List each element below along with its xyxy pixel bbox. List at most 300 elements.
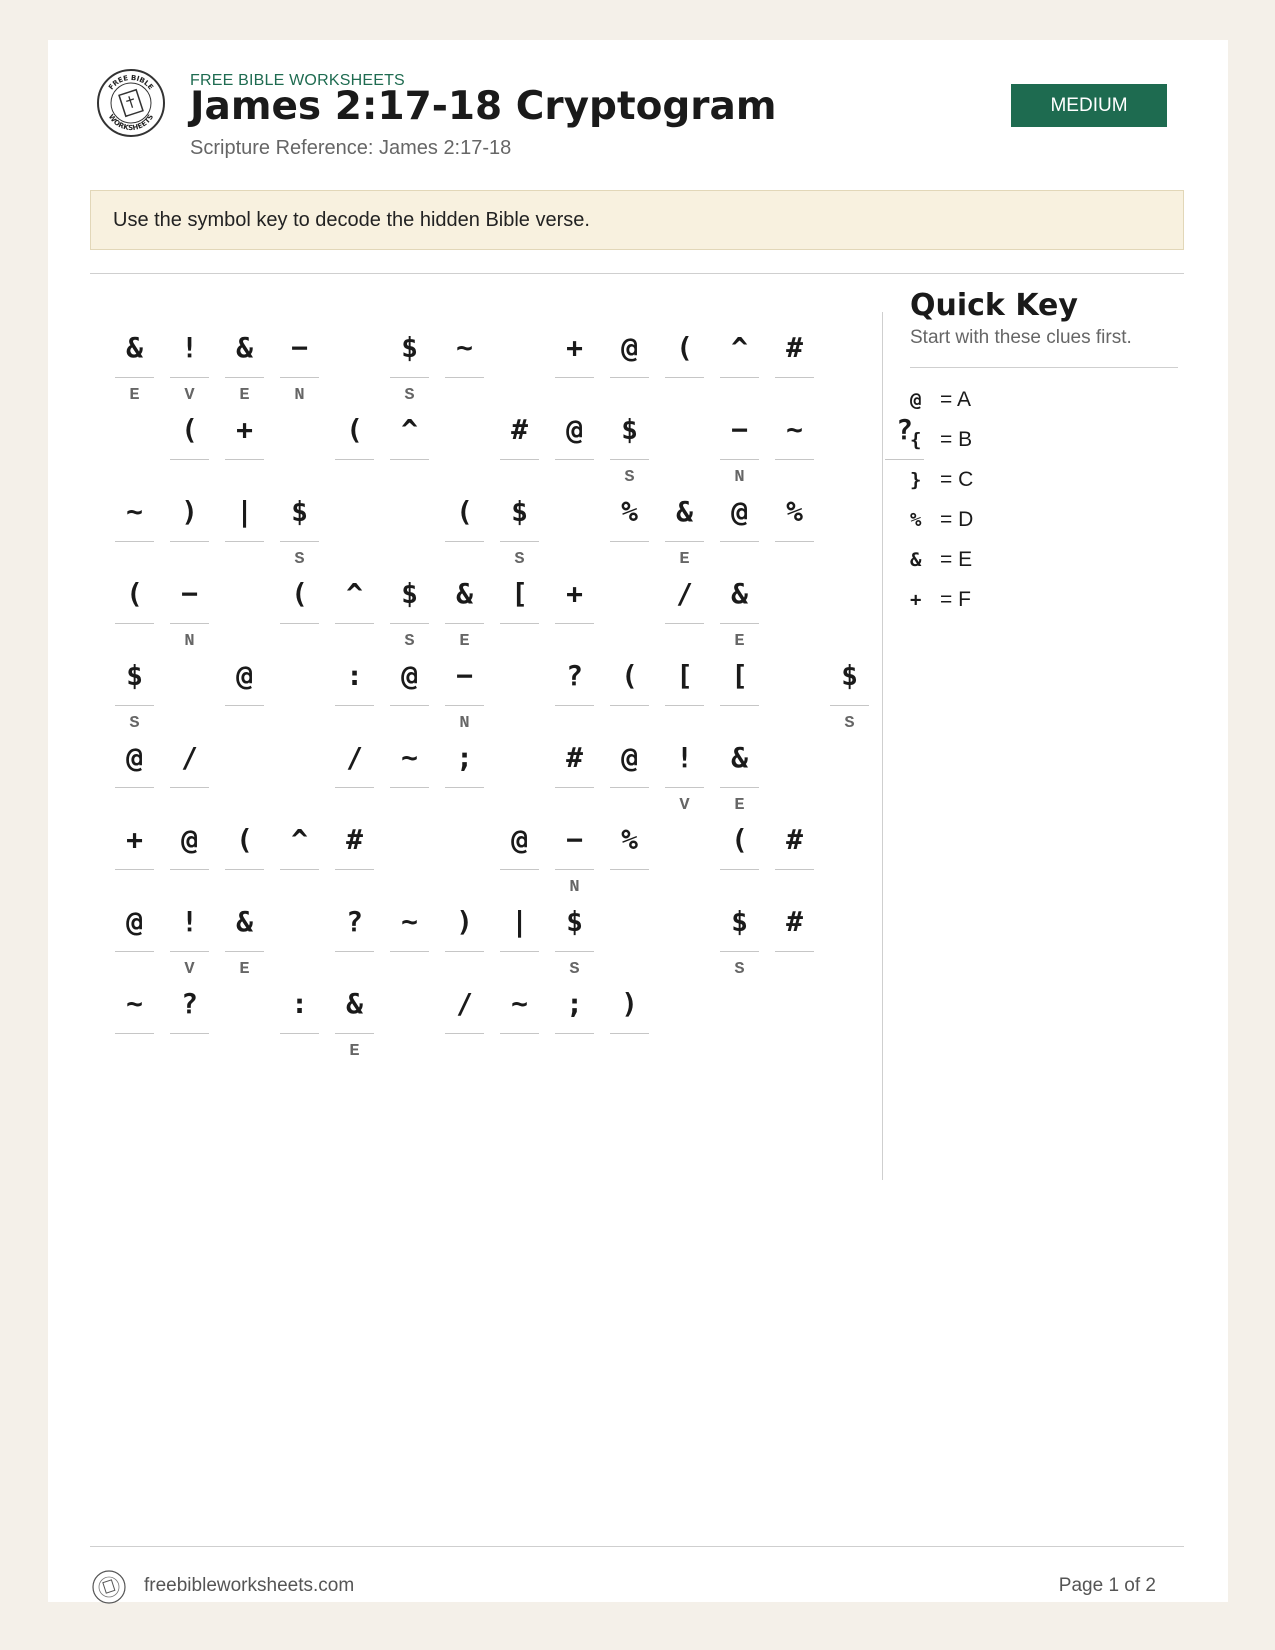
answer-line[interactable]	[610, 377, 649, 378]
answer-line[interactable]	[170, 951, 209, 952]
cipher-symbol: @	[511, 822, 528, 856]
cipher-symbol: #	[786, 330, 803, 364]
letter-hint	[555, 1042, 594, 1062]
cipher-cell	[610, 320, 649, 406]
letter-hint	[775, 550, 814, 570]
letter-hint	[280, 878, 319, 898]
cipher-symbol: ;	[456, 740, 473, 774]
answer-line[interactable]	[500, 541, 539, 542]
cipher-symbol: ;	[566, 986, 583, 1020]
cipher-cell	[665, 566, 704, 652]
answer-line[interactable]	[445, 377, 484, 378]
answer-line[interactable]	[500, 623, 539, 624]
cipher-symbol: (	[181, 412, 198, 446]
answer-line[interactable]	[830, 705, 869, 706]
cipher-cell	[445, 976, 484, 1062]
answer-line[interactable]	[170, 623, 209, 624]
answer-line[interactable]	[115, 869, 154, 870]
cipher-cell	[170, 402, 209, 488]
key-value: = B	[940, 428, 973, 451]
cipher-symbol: ~	[456, 330, 473, 364]
answer-line[interactable]	[445, 787, 484, 788]
cipher-symbol: ?	[566, 658, 583, 692]
cipher-cell	[170, 566, 209, 652]
footer-website: freebibleworksheets.com	[144, 1575, 355, 1596]
answer-line[interactable]	[500, 869, 539, 870]
answer-line[interactable]	[555, 787, 594, 788]
answer-line[interactable]	[610, 705, 649, 706]
cipher-symbol: /	[676, 576, 693, 610]
cipher-cell	[720, 484, 759, 570]
answer-line[interactable]	[775, 541, 814, 542]
quick-key-item	[910, 540, 1170, 580]
cipher-cell	[500, 566, 539, 652]
cipher-symbol: +	[566, 576, 583, 610]
letter-hint	[280, 632, 319, 652]
header-divider	[90, 273, 1184, 274]
cipher-cell	[335, 648, 374, 734]
answer-line[interactable]	[390, 377, 429, 378]
cipher-symbol: )	[621, 986, 638, 1020]
key-value: = A	[940, 388, 971, 411]
answer-line[interactable]	[170, 1033, 209, 1034]
letter-hint	[500, 632, 539, 652]
letter-hint	[610, 550, 649, 570]
cipher-cell	[445, 566, 484, 652]
cipher-symbol: (	[456, 494, 473, 528]
footer-logo-icon	[92, 1570, 126, 1604]
answer-line[interactable]	[610, 787, 649, 788]
cipher-symbol: ^	[346, 576, 363, 610]
letter-hint: N	[459, 714, 470, 733]
cipher-cell	[555, 320, 594, 406]
cipher-symbol: @	[126, 904, 143, 938]
cipher-symbol: :	[291, 986, 308, 1020]
letter-hint: V	[184, 386, 195, 405]
cipher-symbol: !	[181, 330, 198, 364]
cipher-cell	[115, 648, 154, 734]
cipher-cell	[555, 730, 594, 816]
answer-line[interactable]	[335, 869, 374, 870]
answer-line[interactable]	[390, 623, 429, 624]
letter-hint: E	[459, 632, 470, 651]
cipher-symbol: &	[731, 740, 748, 774]
key-value: = F	[940, 588, 971, 611]
answer-line[interactable]	[720, 787, 759, 788]
cipher-cell	[280, 812, 319, 898]
letter-hint: S	[404, 632, 415, 651]
key-symbol: @	[910, 389, 922, 411]
answer-line[interactable]	[610, 869, 649, 870]
cipher-symbol: )	[456, 904, 473, 938]
scripture-reference: Scripture Reference: James 2:17-18	[190, 137, 512, 159]
cipher-symbol: %	[621, 494, 638, 528]
answer-line[interactable]	[225, 951, 264, 952]
key-value: = C	[940, 468, 974, 491]
cipher-cell	[225, 320, 264, 406]
difficulty-badge: MEDIUM	[1011, 84, 1167, 127]
answer-line[interactable]	[115, 951, 154, 952]
cipher-cell	[225, 812, 264, 898]
cipher-symbol: [	[676, 658, 693, 692]
cipher-symbol: @	[731, 494, 748, 528]
answer-line[interactable]	[555, 623, 594, 624]
cipher-symbol: /	[346, 740, 363, 774]
answer-line[interactable]	[720, 869, 759, 870]
cipher-cell	[720, 320, 759, 406]
cipher-cell	[335, 730, 374, 816]
answer-line[interactable]	[500, 951, 539, 952]
letter-hint: N	[569, 878, 580, 897]
cipher-cell	[225, 648, 264, 734]
cipher-symbol: @	[236, 658, 253, 692]
cipher-symbol: +	[236, 412, 253, 446]
cipher-cell	[170, 320, 209, 406]
cipher-cell	[610, 402, 649, 488]
cipher-cell	[720, 648, 759, 734]
cipher-symbol: (	[346, 412, 363, 446]
cipher-symbol: −	[456, 658, 473, 692]
answer-line[interactable]	[665, 377, 704, 378]
cipher-cell	[500, 894, 539, 980]
cipher-symbol: %	[621, 822, 638, 856]
cipher-symbol: &	[236, 904, 253, 938]
letter-hint: E	[734, 796, 745, 815]
cipher-symbol: [	[511, 576, 528, 610]
cipher-symbol: −	[731, 412, 748, 446]
answer-line[interactable]	[665, 705, 704, 706]
cipher-symbol: −	[291, 330, 308, 364]
cipher-symbol: −	[566, 822, 583, 856]
cipher-symbol: ~	[401, 740, 418, 774]
cipher-cell	[445, 730, 484, 816]
cipher-symbol: :	[346, 658, 363, 692]
letter-hint: N	[294, 386, 305, 405]
cipher-symbol: /	[456, 986, 473, 1020]
answer-line[interactable]	[445, 951, 484, 952]
letter-hint	[225, 714, 264, 734]
letter-hint	[445, 796, 484, 816]
letter-hint: S	[569, 960, 580, 979]
cipher-cell	[335, 976, 374, 1062]
answer-line[interactable]	[720, 459, 759, 460]
cipher-symbol: $	[291, 494, 308, 528]
cipher-cell	[335, 566, 374, 652]
cipher-cell	[280, 320, 319, 406]
cipher-symbol: @	[566, 412, 583, 446]
cipher-symbol: $	[401, 330, 418, 364]
letter-hint: S	[624, 468, 635, 487]
cipher-cell	[280, 976, 319, 1062]
letter-hint: S	[734, 960, 745, 979]
cipher-cell	[555, 402, 594, 488]
worksheet-page	[48, 40, 1228, 1602]
cipher-symbol: &	[126, 330, 143, 364]
answer-line[interactable]	[775, 459, 814, 460]
cipher-symbol: &	[676, 494, 693, 528]
answer-line[interactable]	[170, 787, 209, 788]
answer-line[interactable]	[720, 623, 759, 624]
letter-hint	[610, 1042, 649, 1062]
answer-line[interactable]	[720, 705, 759, 706]
cipher-cell	[115, 320, 154, 406]
column-divider	[882, 312, 883, 1180]
answer-line[interactable]	[335, 1033, 374, 1034]
answer-line[interactable]	[335, 705, 374, 706]
cipher-cell	[775, 320, 814, 406]
answer-line[interactable]	[280, 1033, 319, 1034]
cipher-cell	[170, 894, 209, 980]
letter-hint: N	[184, 632, 195, 651]
letter-hint: E	[349, 1042, 360, 1061]
answer-line[interactable]	[225, 869, 264, 870]
answer-line[interactable]	[390, 951, 429, 952]
cipher-symbol: ~	[126, 494, 143, 528]
answer-line[interactable]	[390, 459, 429, 460]
cipher-symbol: $	[126, 658, 143, 692]
cipher-cell	[390, 894, 429, 980]
cipher-symbol: ~	[511, 986, 528, 1020]
quick-key-subtitle: Start with these clues first.	[910, 327, 1132, 348]
answer-line[interactable]	[445, 623, 484, 624]
cipher-symbol: ^	[731, 330, 748, 364]
cipher-symbol: @	[126, 740, 143, 774]
cipher-cell	[720, 566, 759, 652]
cipher-cell	[170, 976, 209, 1062]
answer-line[interactable]	[500, 459, 539, 460]
footer-divider	[90, 1546, 1184, 1547]
cipher-symbol: &	[731, 576, 748, 610]
answer-line[interactable]	[720, 541, 759, 542]
cipher-symbol: $	[566, 904, 583, 938]
cipher-symbol: $	[841, 658, 858, 692]
answer-line[interactable]	[225, 541, 264, 542]
key-value: = D	[940, 508, 974, 531]
quick-key-list	[910, 380, 1170, 620]
answer-line[interactable]	[335, 787, 374, 788]
answer-line[interactable]	[665, 787, 704, 788]
cipher-cell	[335, 402, 374, 488]
cipher-cell	[610, 484, 649, 570]
cipher-cell	[775, 894, 814, 980]
bible-logo-icon	[96, 68, 166, 138]
cipher-symbol: #	[511, 412, 528, 446]
answer-line[interactable]	[555, 377, 594, 378]
key-symbol: +	[910, 589, 922, 611]
answer-line[interactable]	[445, 1033, 484, 1034]
logo-text-bottom: WORKSHEETS	[106, 112, 156, 133]
cipher-cell	[500, 812, 539, 898]
cipher-symbol: ?	[181, 986, 198, 1020]
answer-line[interactable]	[555, 951, 594, 952]
answer-line[interactable]	[390, 705, 429, 706]
cipher-symbol: )	[181, 494, 198, 528]
cipher-symbol: #	[566, 740, 583, 774]
cipher-cell	[775, 402, 814, 488]
letter-hint	[225, 550, 264, 570]
key-symbol: &	[910, 549, 922, 571]
cipher-symbol: (	[621, 658, 638, 692]
answer-line[interactable]	[280, 623, 319, 624]
cipher-cell	[555, 648, 594, 734]
cipher-cell	[170, 730, 209, 816]
cipher-cell	[610, 812, 649, 898]
cipher-cell	[390, 402, 429, 488]
cipher-symbol: (	[236, 822, 253, 856]
letter-hint	[775, 960, 814, 980]
cipher-cell	[390, 566, 429, 652]
quick-key-item	[910, 500, 1170, 540]
cipher-cell	[170, 484, 209, 570]
answer-line[interactable]	[610, 459, 649, 460]
cipher-symbol: @	[401, 658, 418, 692]
cipher-symbol: &	[456, 576, 473, 610]
cipher-symbol: &	[236, 330, 253, 364]
letter-hint	[665, 386, 704, 406]
answer-line[interactable]	[335, 951, 374, 952]
quick-key-item	[910, 420, 1170, 460]
cipher-symbol: (	[291, 576, 308, 610]
cipher-symbol: ^	[401, 412, 418, 446]
answer-line[interactable]	[665, 541, 704, 542]
cipher-cell	[555, 894, 594, 980]
cipher-symbol: /	[181, 740, 198, 774]
cipher-symbol: (	[676, 330, 693, 364]
answer-line[interactable]	[390, 787, 429, 788]
cipher-cell	[225, 402, 264, 488]
key-symbol: {	[910, 429, 922, 451]
key-symbol: %	[910, 509, 922, 531]
cipher-cell	[225, 894, 264, 980]
instructions-box	[90, 190, 1184, 250]
cipher-symbol: −	[181, 576, 198, 610]
letter-hint: E	[239, 386, 250, 405]
page-number: Page 1 of 2	[1058, 1575, 1156, 1596]
logo-text-top: FREE BIBLE	[107, 73, 155, 92]
answer-line[interactable]	[115, 1033, 154, 1034]
key-value: = E	[940, 548, 973, 571]
cipher-cell	[720, 730, 759, 816]
brand-name: FREE BIBLE WORKSHEETS	[190, 72, 405, 89]
cipher-symbol: @	[621, 330, 638, 364]
letter-hint	[390, 960, 429, 980]
answer-line[interactable]	[775, 951, 814, 952]
answer-line[interactable]	[115, 541, 154, 542]
cipher-cell	[170, 812, 209, 898]
cipher-cell	[610, 976, 649, 1062]
answer-line[interactable]	[280, 377, 319, 378]
answer-line[interactable]	[445, 705, 484, 706]
answer-line[interactable]	[115, 787, 154, 788]
letter-hint: S	[294, 550, 305, 569]
answer-line[interactable]	[775, 377, 814, 378]
letter-hint: S	[514, 550, 525, 569]
answer-line[interactable]	[225, 705, 264, 706]
cipher-symbol: ~	[786, 412, 803, 446]
cipher-cell	[335, 894, 374, 980]
answer-line[interactable]	[610, 1033, 649, 1034]
letter-hint	[445, 1042, 484, 1062]
cipher-cell	[225, 484, 264, 570]
cipher-symbol: ?	[346, 904, 363, 938]
cipher-symbol: ^	[291, 822, 308, 856]
answer-line[interactable]	[280, 869, 319, 870]
answer-line[interactable]	[500, 1033, 539, 1034]
cipher-cell	[115, 812, 154, 898]
key-symbol: }	[910, 469, 922, 491]
cipher-symbol: +	[566, 330, 583, 364]
cipher-symbol: ?	[896, 412, 913, 446]
answer-line[interactable]	[610, 541, 649, 542]
answer-line[interactable]	[225, 377, 264, 378]
cipher-symbol: +	[126, 822, 143, 856]
answer-line[interactable]	[555, 1033, 594, 1034]
answer-line[interactable]	[720, 377, 759, 378]
letter-hint: N	[734, 468, 745, 487]
answer-line[interactable]	[280, 541, 319, 542]
cipher-symbol: &	[346, 986, 363, 1020]
cipher-symbol: @	[181, 822, 198, 856]
letter-hint	[610, 878, 649, 898]
answer-line[interactable]	[335, 623, 374, 624]
cipher-symbol: [	[731, 658, 748, 692]
cipher-cell	[665, 320, 704, 406]
answer-line[interactable]	[170, 541, 209, 542]
letter-hint: V	[184, 960, 195, 979]
letter-hint: S	[404, 386, 415, 405]
answer-line[interactable]	[555, 869, 594, 870]
cipher-cell	[610, 648, 649, 734]
answer-line[interactable]	[115, 623, 154, 624]
cipher-cell	[445, 648, 484, 734]
quick-key-item	[910, 460, 1170, 500]
answer-line[interactable]	[225, 459, 264, 460]
cipher-symbol: ~	[126, 986, 143, 1020]
cipher-symbol: #	[786, 822, 803, 856]
cipher-symbol: !	[676, 740, 693, 774]
cipher-symbol: (	[126, 576, 143, 610]
cipher-cell	[665, 648, 704, 734]
letter-hint: E	[239, 960, 250, 979]
answer-line[interactable]	[555, 705, 594, 706]
quick-key-title: Quick Key	[910, 288, 1078, 323]
cipher-cell	[555, 566, 594, 652]
answer-line[interactable]	[170, 869, 209, 870]
quick-key-divider	[910, 367, 1178, 368]
cipher-symbol: |	[511, 904, 528, 938]
cipher-symbol: ~	[401, 904, 418, 938]
answer-line[interactable]	[115, 705, 154, 706]
answer-line[interactable]	[170, 459, 209, 460]
answer-line[interactable]	[555, 459, 594, 460]
answer-line[interactable]	[445, 541, 484, 542]
answer-line[interactable]	[665, 623, 704, 624]
letter-hint: S	[129, 714, 140, 733]
cipher-cell	[720, 894, 759, 980]
answer-line[interactable]	[115, 377, 154, 378]
cipher-cell	[115, 894, 154, 980]
letter-hint: E	[679, 550, 690, 569]
cipher-symbol: |	[236, 494, 253, 528]
cipher-symbol: $	[401, 576, 418, 610]
answer-line[interactable]	[775, 869, 814, 870]
answer-line[interactable]	[720, 951, 759, 952]
answer-line[interactable]	[170, 377, 209, 378]
letter-hint	[500, 1042, 539, 1062]
cipher-symbol: $	[731, 904, 748, 938]
cipher-cell	[115, 976, 154, 1062]
answer-line[interactable]	[335, 459, 374, 460]
